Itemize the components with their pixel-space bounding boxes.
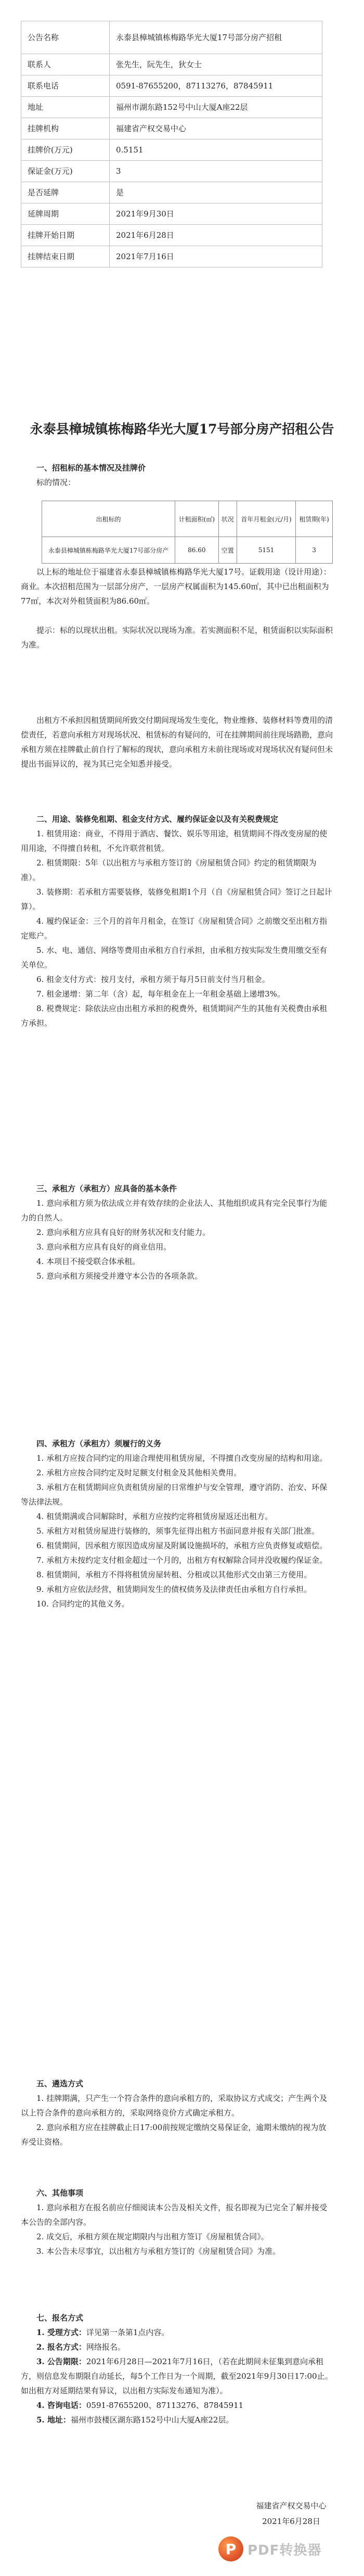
list-item: 5. 水、电、通信、网络等费用由承租方自行承担，由承租方按实际发生费用缴交至有关单位。 (21, 946, 328, 970)
info-key: 联系人 (21, 54, 110, 75)
info-row (21, 139, 322, 161)
info-row (21, 54, 322, 75)
info-row (21, 182, 322, 203)
signoff (244, 2498, 338, 2529)
list-item: 2. 意向承租方应具有良好的财务状况和支付能力。 (36, 1228, 211, 1237)
section-6 (21, 2186, 333, 2259)
list-item: 6. 租金支付方式：按月支付，承租方须于每月5日前支付当月租金。 (36, 975, 270, 984)
section-7-item-5 (21, 2413, 333, 2427)
info-row (21, 225, 322, 246)
section-7-item-1-label: 1. 受理方式： (36, 2328, 86, 2337)
disclaimer-block (21, 713, 333, 771)
list-item: 2. 租赁期限：5年（以出租方与承租方签订的《房屋租赁合同》约定的租赁期限为准）。 (21, 858, 317, 882)
announcement-info-table (21, 21, 322, 267)
section-1-desc-block (21, 565, 333, 652)
list-item: 1. 挂牌期满，只产生一个符合条件的意向承租方的，采取协议方式成交；产生两个及以上符合条件的意向承租方的，采取网络竞价方式确定承租方。 (21, 2094, 328, 2118)
info-value: 2021年7月16日 (110, 246, 322, 267)
section-5-heading: 五、遴选方式 (36, 2079, 84, 2088)
section-7-item-3-label: 3. 公告期限： (36, 2357, 86, 2366)
signoff-date: 2021年6月28日 (262, 2517, 320, 2526)
info-row (21, 161, 322, 182)
section-2-heading: 二、用途、装修免租期、租金支付方式、履约保证金以及有关税费规定 (36, 814, 279, 824)
table-cell: 空置 (218, 537, 237, 564)
list-item: 2. 意向承租方应在挂牌截止日17:00前按规定缴纳交易保证金，逾期未缴纳的视为放弃受让资格。 (21, 2123, 327, 2147)
info-row (21, 21, 322, 54)
section-7-heading: 七、报名方式 (36, 2313, 84, 2323)
section-7-item-2-text: 网络报名。 (86, 2342, 125, 2352)
list-item: 5. 意向承租方须接受并遵守本公告的各项条款。 (36, 1271, 203, 1281)
table-header-cell: 状况 (218, 501, 237, 537)
section-7-item-5-label: 5. 地址： (36, 2415, 71, 2425)
table-header-cell: 出租标的 (42, 501, 175, 537)
list-item: 4. 履约保证金：三个月的首年月租金，在签订《房屋租赁合同》之前缴交至出租方指定账户。 (21, 916, 328, 940)
section-1-intro: 标的情况： (36, 478, 76, 487)
info-value: 0.5151 (110, 139, 322, 161)
info-row (21, 118, 322, 139)
list-item: 8. 税费规定：除依法应由出租方承担的税费外，租赁期间产生的其他有关税费由承租方承担。 (21, 1004, 328, 1028)
list-item: 1. 承租方应按合同约定的用途合理使用租赁房屋，不得擅自改变房屋的结构和用途。 (36, 1453, 328, 1463)
info-value: 张先生，阮先生，狄女士 (110, 54, 322, 75)
info-value: 永泰县樟城镇栋梅路华光大厦17号部分房产招租 (110, 21, 322, 54)
info-row (21, 75, 322, 97)
section-7-item-1 (21, 2325, 333, 2340)
table-header-cell: 租赁期(年) (296, 501, 333, 537)
list-item: 3. 装修期：若承租方需要装修，装修免租期1个月（自《房屋租赁合同》签订之日起计算）。 (21, 887, 332, 911)
info-key: 挂牌结束日期 (21, 246, 110, 267)
table-cell: 3 (296, 537, 333, 564)
info-key: 是否延牌 (21, 182, 110, 203)
section-1-desc: 以上标的地址位于福建省永泰县樟城镇栋梅路华光大厦17号。证载用途（设计用途）：商业。本次招租范围为一层部分房产，一层房产权属面积为145.60㎡，其中已出租面积为77㎡，本次对外租赁面积为86.60㎡。 (21, 567, 331, 606)
list-item: 3. 本公告未尽事宜，以出租方与承租方签订的《房屋租赁合同》为准。 (36, 2247, 281, 2256)
section-1-hint: 提示：标的以现状出租。实际状况以现场为准。若实测面积不足，租赁面积以实际面积为准。 (21, 626, 333, 649)
list-item: 5. 承租方对租赁房屋进行装修的，须事先征得出租方书面同意并报有关部门批准。 (36, 1526, 320, 1536)
info-key: 公告名称 (21, 21, 110, 54)
info-key: 地址 (21, 97, 110, 118)
info-key: 挂牌机构 (21, 118, 110, 139)
table-header-cell: 首年月租金(元/月) (237, 501, 295, 537)
info-value: 福州市湖东路152号中山大厦A座22层 (110, 97, 322, 118)
section-7-item-5-text: 福州市鼓楼区湖东路152号中山大厦A座22层。 (70, 2415, 234, 2425)
list-item: 7. 承租方未按约定支付租金超过一个月的，出租方有权解除合同并没收履约保证金。 (36, 1555, 328, 1565)
info-row (21, 97, 322, 118)
table-header-cell: 计租面积(㎡) (175, 501, 219, 537)
section-7-item-3-text: 2021年6月28日—2021年7月16日，（若在此期间未征集到意向承租方，则信息发布期限自动延长，每5个工作日为一个周期，截至2021年9月30日17:00止。如出租方对延期结果有异议，以出租方实际发布通知为准）。 (21, 2357, 333, 2395)
watermark-text: PDF转换器 (248, 2542, 322, 2558)
signoff-org: 福建省产权交易中心 (256, 2501, 327, 2510)
section-7-item-2-label: 2. 报名方式： (36, 2342, 86, 2352)
table-cell: 5151 (237, 537, 295, 564)
list-item: 2. 承租方应按合同约定及时足额支付租金及其他相关费用。 (36, 1468, 242, 1477)
disclaimer-text: 出租方不承担因租赁期间所致交付期间现场发生变化，物业维修、装修材料等费用的清偿责任，若意向承租方对现场状况、租赁标的有疑问的，可在挂牌期间前往现场踏勘，意向承租方须在挂牌截止前自行了解标的现状，意向承租方未前往现场或对现场状况有疑问但未提出书面异议的，视为其已完全知悉并接受。 (21, 716, 333, 769)
section-5 (21, 2076, 333, 2149)
section-2 (21, 812, 333, 1030)
section-7-item-4-text: 0591-87655200、87113276、87845911 (86, 2401, 244, 2410)
info-key: 保证金(万元) (21, 161, 110, 182)
list-item: 7. 租金递增：第二年（含）起，每年租金在上一年租金基础上递增3%。 (36, 989, 285, 999)
section-1 (21, 461, 333, 490)
info-key: 延牌周期 (21, 203, 110, 225)
list-item: 10. 合同约定的其他义务。 (36, 1599, 129, 1609)
list-item: 1. 租赁用途：商业，不得用于酒店、餐饮、娱乐等用途，租赁期间不得改变房屋的使用用途，不得擅自转租，不允许联营租赁。 (21, 829, 328, 853)
section-3-heading: 三、承租方（承租方）应具备的基本条件 (36, 1184, 177, 1193)
info-key: 挂牌价(万元) (21, 139, 110, 161)
section-4-heading: 四、承租方（承租方）须履行的义务 (36, 1439, 162, 1448)
table-cell: 永泰县樟城镇栋梅路华光大厦17号部分房产 (42, 537, 175, 564)
document-title: 永泰县樟城镇栋梅路华光大厦17号部分房产招租公告 (30, 422, 334, 437)
section-7-item-4-label: 4. 咨询电话： (36, 2401, 86, 2410)
section-4 (21, 1436, 333, 1611)
list-item: 1. 意向承租方在报名前应仔细阅读本公告及相关文件，报名即视为已完全了解并接受本公告的全部内容。 (21, 2203, 328, 2227)
info-value: 2021年9月30日 (110, 203, 322, 225)
section-6-heading: 六、其他事项 (36, 2188, 84, 2198)
section-7 (21, 2311, 333, 2427)
list-item: 3. 意向承租方应具有良好的商业信用。 (36, 1242, 172, 1252)
list-item: 6. 租赁期间，因承租方原因造成房屋及附属设施损坏的，承租方应负责修复或赔偿。 (36, 1541, 328, 1550)
info-value: 3 (110, 161, 322, 182)
info-key: 联系电话 (21, 75, 110, 97)
pdf-logo-icon: P (218, 2536, 243, 2561)
list-item: 4. 本项目不接受联合体承租。 (36, 1257, 140, 1266)
info-value: 是 (110, 182, 322, 203)
info-row (21, 203, 322, 225)
info-value: 0591-87655200，87113276，87845911 (110, 75, 322, 97)
table-row (42, 537, 333, 564)
pdf-converter-watermark (218, 2533, 359, 2565)
target-table (42, 501, 333, 564)
section-3 (21, 1181, 333, 1283)
list-item: 8. 租赁期间，承租方不得将租赁房屋转租、分租或以其他形式交由第三方使用。 (36, 1570, 312, 1579)
list-item: 4. 租赁期满或合同解除时，承租方应按约定将租赁房屋返还出租方。 (36, 1512, 273, 1521)
info-row (21, 246, 322, 267)
section-7-item-1-text: 详见第一条第1点内容。 (86, 2328, 170, 2337)
list-item: 3. 承租方在租赁期间应负责租赁房屋的日常维护与安全管理，遵守消防、治安、环保等法律法规。 (21, 1483, 328, 1507)
list-item: 1. 意向承租方须为依法成立并有效存续的企业法人、其他组织或具有完全民事行为能力的自然人。 (21, 1198, 328, 1222)
section-7-item-2 (21, 2340, 333, 2354)
info-key: 挂牌开始日期 (21, 225, 110, 246)
list-item: 9. 承租方应依法经营，租赁期间发生的债权债务及法律责任由承租方自行承担。 (36, 1585, 312, 1594)
table-cell: 86.60 (175, 537, 219, 564)
info-value: 2021年6月28日 (110, 225, 322, 246)
list-item: 2. 成交后，承租方须在规定期限内与出租方签订《房屋租赁合同》。 (36, 2232, 269, 2241)
section-7-item-3 (21, 2354, 333, 2398)
section-1-heading: 一、招租标的基本情况及挂牌价 (36, 463, 146, 473)
section-7-item-4 (21, 2398, 333, 2413)
info-value: 福建省产权交易中心 (110, 118, 322, 139)
